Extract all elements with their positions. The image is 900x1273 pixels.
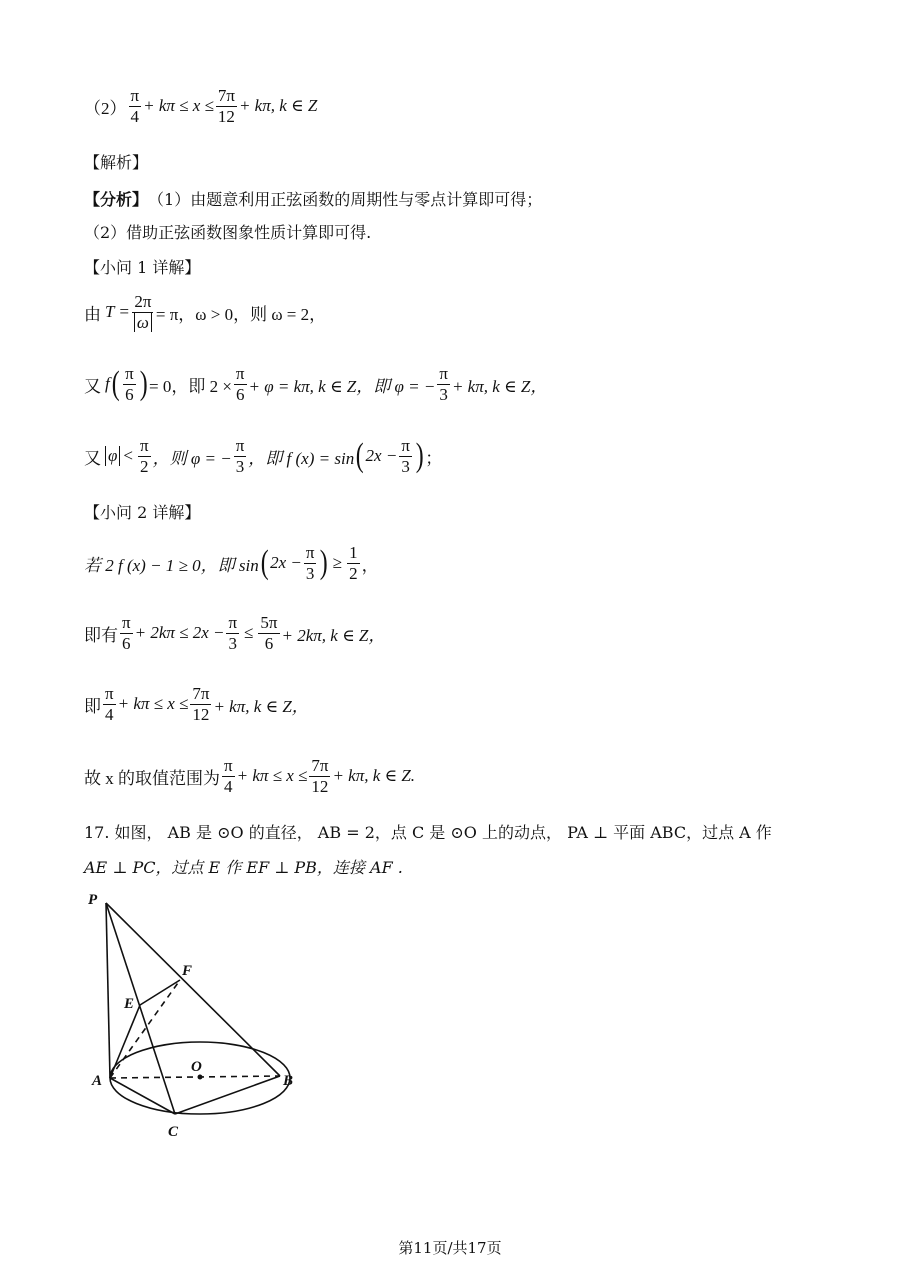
fraction: $\frac{\pi}{4}$	[224, 756, 233, 796]
label-p: P	[88, 892, 98, 908]
q2-line-3: 即 $\frac{\pi}{4}$ + kπ ≤ x ≤ $\frac{7\pi}{12}$ + kπ, k ∈ Z，	[84, 684, 309, 724]
fraction: $\frac{1}{2}$	[349, 543, 358, 583]
label-b: B	[283, 1073, 294, 1089]
analysis-line-1: 【分析】 （1）由题意利用正弦函数的周期性与零点计算即可得；	[84, 190, 543, 209]
q1-line-1: 由 T = $\frac{2\pi}{\omega}$ = π，ω > 0，则 ω = 2，	[84, 292, 327, 332]
q2-line-4: 故 x 的取值范围为 $\frac{\pi}{4}$ + kπ ≤ x ≤ $\frac{7\pi}{12}$ + kπ, k ∈ Z.	[84, 756, 416, 796]
fraction: $\frac{\pi}{6}$	[235, 364, 245, 404]
q2-line-2: 即有 $\frac{\pi}{6}$ + 2kπ ≤ 2x − $\frac{\pi}{3}$ ≤ $\frac{5\pi}{6}$ + 2kπ, k ∈ Z，	[84, 613, 386, 653]
segment-ef	[140, 980, 180, 1005]
segment-pa	[106, 903, 110, 1078]
label-f: F	[182, 963, 193, 979]
segment-pb	[106, 903, 280, 1076]
answer-part2: （2） $\frac{\pi}{4}$ + kπ ≤ x ≤ $\frac{7\pi}{12}$ + kπ, k ∈ Z	[84, 86, 318, 126]
fraction: $\frac{\pi}{6}$	[125, 364, 134, 404]
fraction: $\frac{\pi}{6}$	[122, 613, 131, 653]
fraction: $\frac{\pi}{3}$	[305, 543, 315, 583]
fraction: $\frac{2\pi}{\omega}$	[134, 292, 152, 332]
fraction: $\frac{\pi}{4}$	[130, 86, 140, 126]
label-a: A	[92, 1073, 103, 1089]
fraction: $\frac{7\pi}{12}$	[217, 86, 235, 126]
q1-line-3: 又 φ < $\frac{\pi}{2}$ ，则 φ = − $\frac{\pi}{3}$ ，即 f (x) = sin ( 2x − $\frac{\pi}{3}$ ) ；	[84, 436, 443, 476]
fraction: $\frac{5\pi}{6}$	[260, 613, 278, 653]
fraction: $\frac{7\pi}{12}$	[192, 684, 210, 724]
q1-heading: 【小问 1 详解】	[84, 258, 201, 277]
problem17-line-2: AE ⊥ PC，过点 E 作 EF ⊥ PB，连接 AF .	[84, 858, 403, 877]
label-c: C	[168, 1124, 179, 1140]
fraction: $\frac{\pi}{3}$	[228, 613, 238, 653]
q1-line-2: 又 f ( $\frac{\pi}{6}$ ) = 0，即 2 × $\frac{\pi}{6}$ + φ = kπ, k ∈ Z，即 φ = − $\frac{\pi}{3}$ + kπ, k ∈ Z，	[84, 364, 548, 404]
fraction: $\frac{\pi}{3}$	[401, 436, 410, 476]
fraction: $\frac{\pi}{3}$	[439, 364, 448, 404]
page-footer: 第11页/共17页	[398, 1239, 502, 1257]
segment-cb	[175, 1076, 280, 1114]
analysis-line-2: （2）借助正弦函数图象性质计算即可得.	[84, 223, 372, 242]
analysis-heading: 【解析】	[84, 153, 149, 172]
cone-figure	[80, 888, 320, 1153]
problem17-line-1: 17. 如图， AB 是 ⊙O 的直径， AB = 2，点 C 是 ⊙O 上的动点， PA ⊥ 平面 ABC，过点 A 作	[84, 823, 772, 842]
segment-ab	[110, 1076, 280, 1078]
point-o	[198, 1075, 203, 1080]
segment-af	[110, 980, 180, 1078]
q2-line-1: 若 2 f (x) − 1 ≥ 0，即 sin ( 2x − $\frac{\pi}{3}$ ) ≥ $\frac{1}{2}$ ，	[84, 543, 379, 583]
fraction: $\frac{\pi}{3}$	[235, 436, 245, 476]
label-o: O	[191, 1059, 202, 1075]
q2-heading: 【小问 2 详解】	[84, 503, 201, 522]
label-e: E	[124, 996, 135, 1012]
fraction: $\frac{\pi}{4}$	[105, 684, 114, 724]
fraction: $\frac{7\pi}{12}$	[311, 756, 329, 796]
fraction: $\frac{\pi}{2}$	[140, 436, 149, 476]
